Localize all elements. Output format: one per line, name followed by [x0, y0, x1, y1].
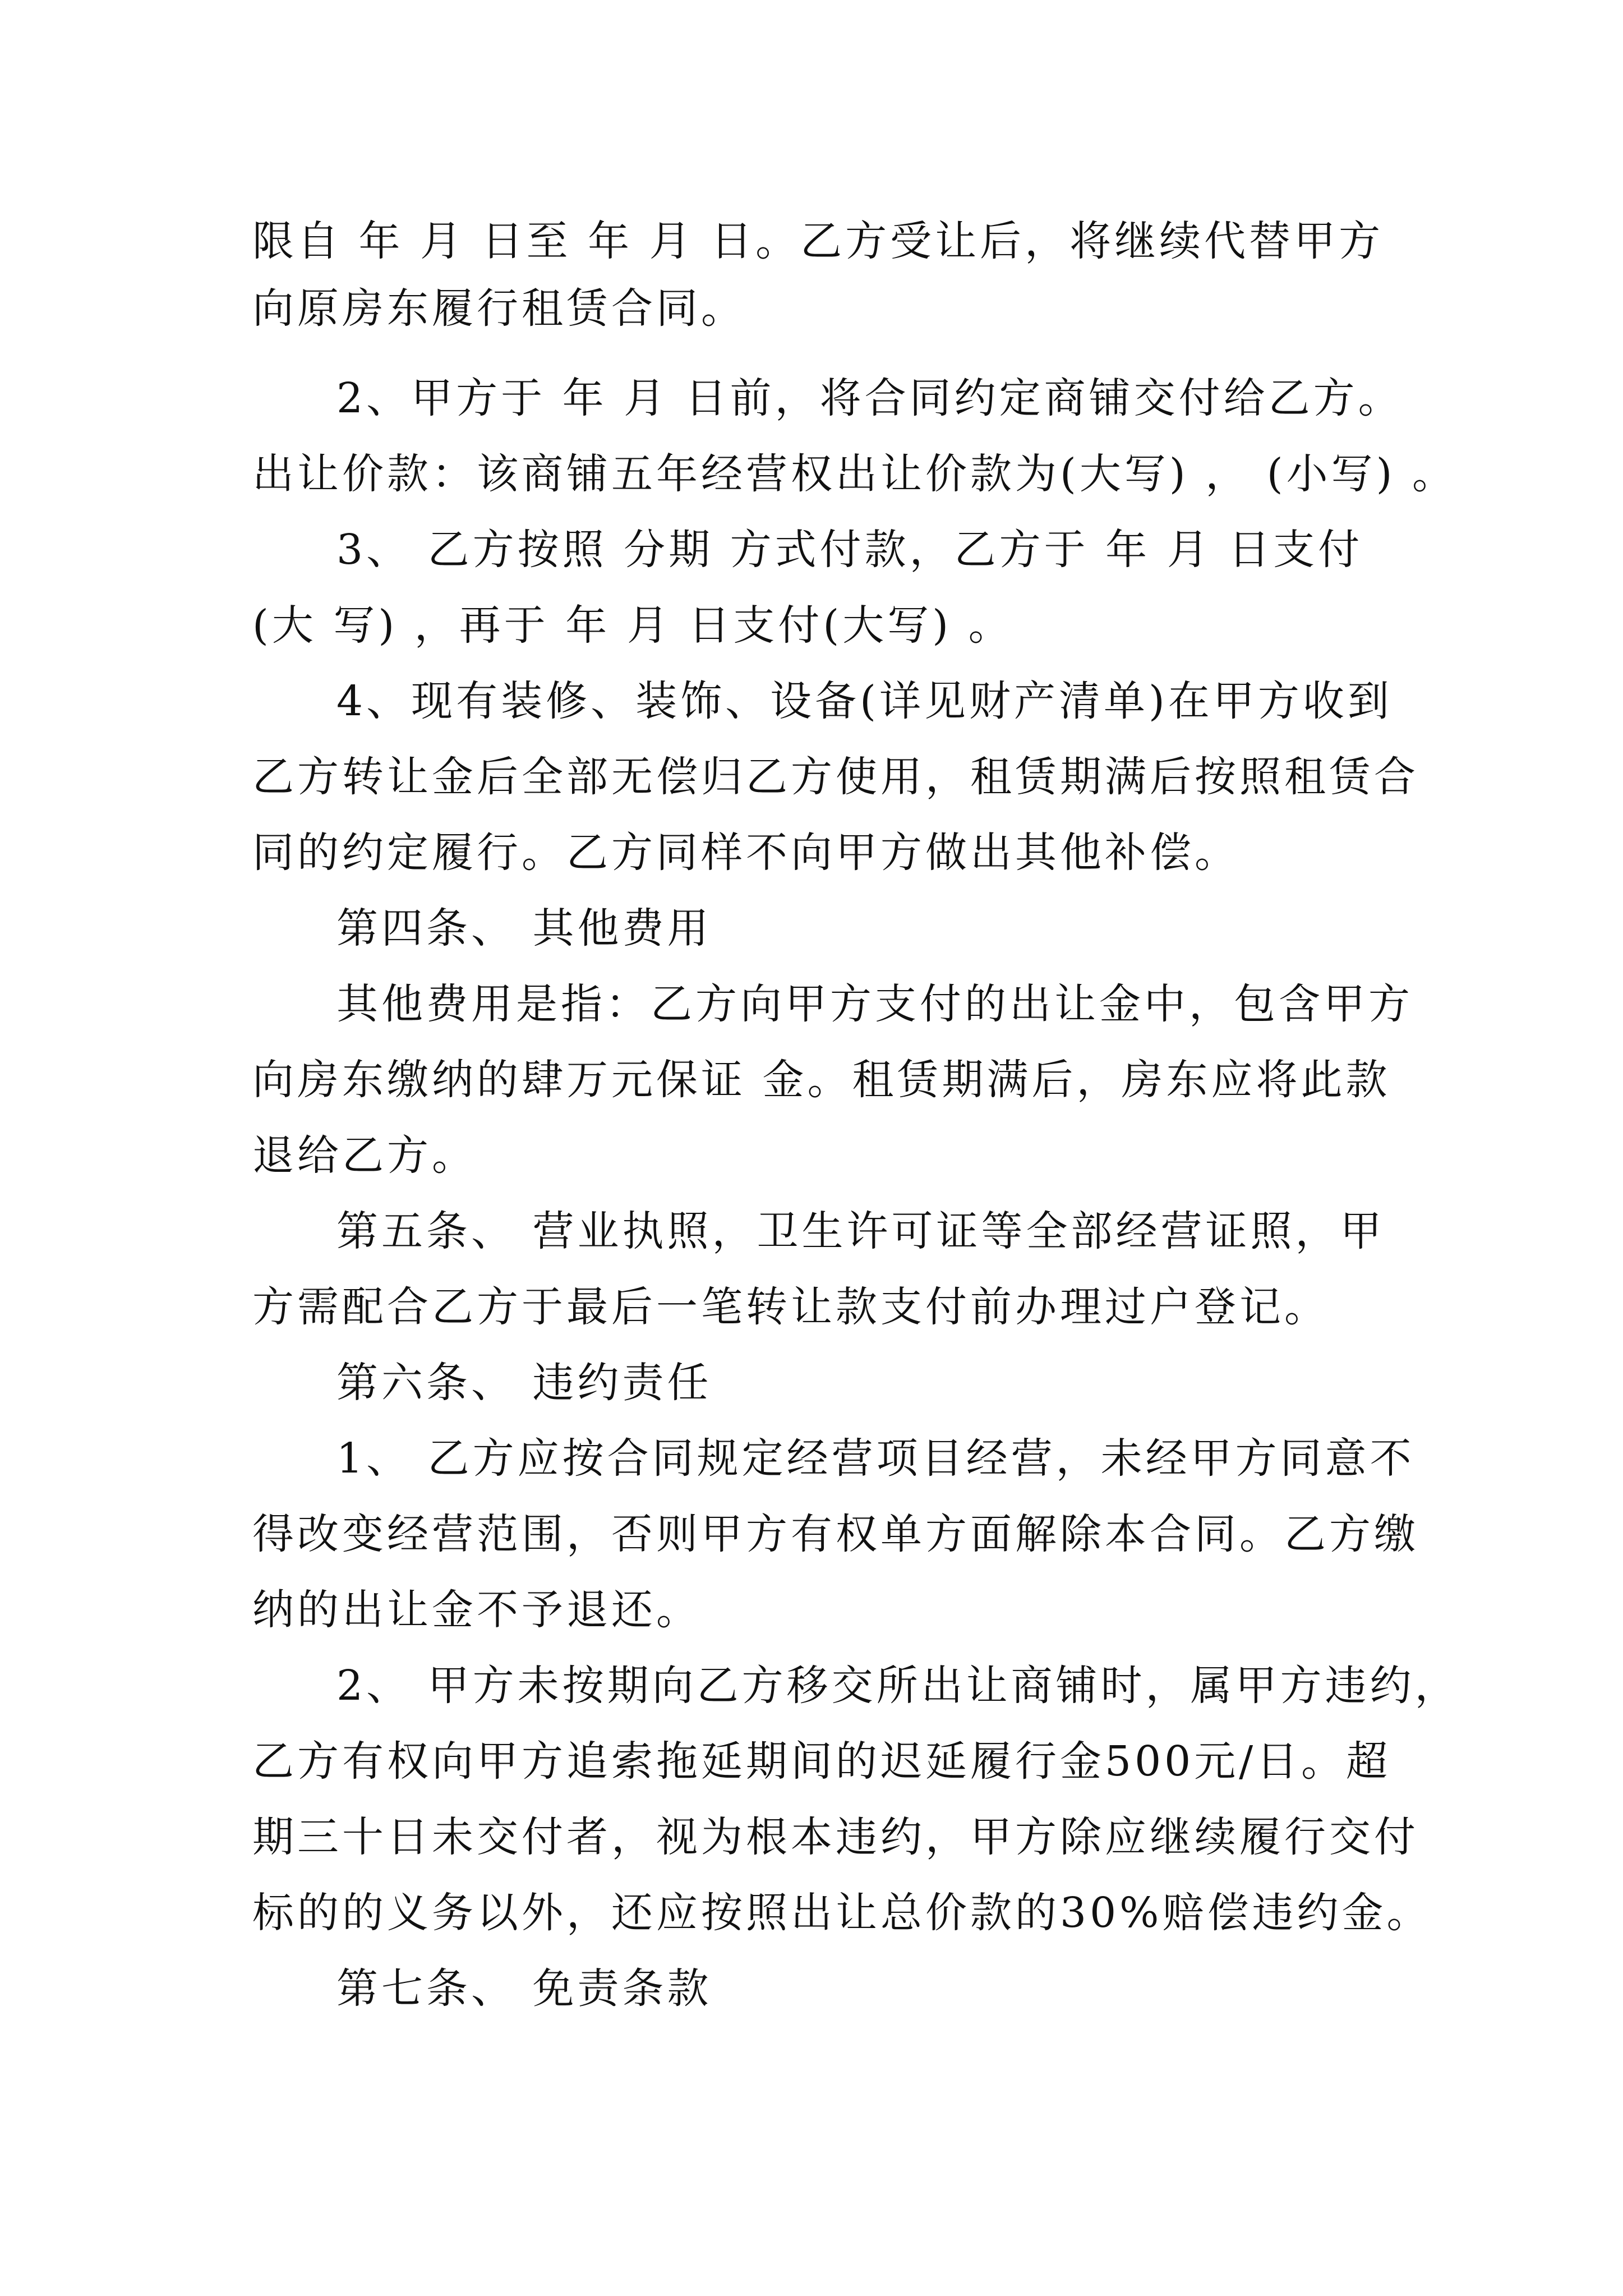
text-line: 4、现有装修、装饰、设备(详见财产清单)在甲方收到: [336, 677, 1393, 725]
text-line: 乙方转让金后全部无偿归乙方使用，租赁期满后按照租赁合: [252, 753, 1419, 801]
text-line: 1、 乙方应按合同规定经营项目经营，未经甲方同意不: [336, 1434, 1415, 1483]
text-line: 乙方有权向甲方追索拖延期间的迟延履行金500元/日。超: [252, 1737, 1391, 1786]
section-heading: 第六条、 违约责任: [336, 1359, 712, 1407]
text-line: 纳的出让金不予退还。: [252, 1586, 701, 1634]
text-line: 2、甲方于 年 月 日前，将合同约定商铺交付给乙方。: [336, 374, 1403, 422]
text-line: 第五条、 营业执照，卫生许可证等全部经营证照，甲: [336, 1207, 1385, 1255]
text-line: 得改变经营范围，否则甲方有权单方面解除本合同。乙方缴: [252, 1510, 1419, 1558]
text-line: 退给乙方。: [252, 1131, 477, 1180]
text-line: 3、 乙方按照 分期 方式付款，乙方于 年 月 日支付: [336, 526, 1363, 574]
section-heading: 第七条、 免责条款: [336, 1964, 712, 2013]
text-line: 2、 甲方未按期向乙方移交所出让商铺时，属甲方违约，: [336, 1662, 1460, 1710]
text-line: 期三十日未交付者，视为根本违约，甲方除应继续履行交付: [252, 1813, 1419, 1861]
text-line: 向房东缴纳的肆万元保证 金。租赁期满后，房东应将此款: [252, 1056, 1391, 1104]
text-line: 其他费用是指：乙方向甲方支付的出让金中，包含甲方: [336, 980, 1413, 1028]
text-line: (大 写) ，再于 年 月 日支付(大写) 。: [252, 601, 1013, 650]
text-line: 出让价款：该商铺五年经营权出让价款为(大写) ， (小写) 。: [252, 450, 1458, 498]
section-heading: 第四条、 其他费用: [336, 904, 712, 953]
text-line: 向原房东履行租赁合同。: [252, 284, 746, 333]
text-line: 限自 年 月 日至 年 月 日。乙方受让后，将继续代替甲方: [252, 217, 1384, 265]
text-line: 方需配合乙方于最后一笔转让款支付前办理过户登记。: [252, 1283, 1329, 1331]
text-line: 标的的义务以外，还应按照出让总价款的30%赔偿违约金。: [252, 1889, 1432, 1937]
text-line: 同的约定履行。乙方同样不向甲方做出其他补偿。: [252, 829, 1239, 877]
